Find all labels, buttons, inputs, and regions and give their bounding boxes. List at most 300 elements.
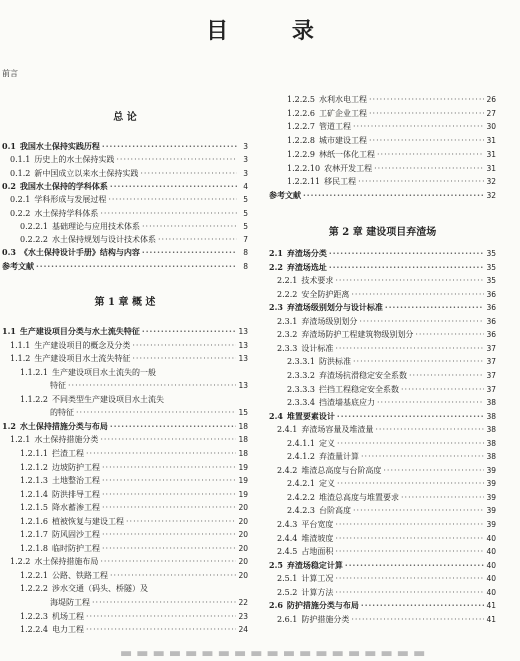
toc-entry-page: 19 (238, 462, 248, 472)
toc-entry-page: 35 (486, 262, 496, 272)
toc-entry-title: 参考文献 (269, 189, 301, 200)
column-divider (262, 95, 263, 650)
toc-entry-title: 弃渣场级别划分与设计标准 (286, 302, 383, 313)
toc-entry[interactable] (2, 180, 248, 191)
toc-leader-dots (142, 222, 237, 231)
toc-leader-dots (110, 422, 237, 431)
toc-entry-number: 1.1.2.1 (20, 367, 48, 377)
toc-leader-dots (102, 463, 236, 472)
toc-entry-title: 管道工程 (319, 122, 351, 132)
toc-entry-page: 31 (486, 149, 496, 159)
toc-entry-title: 基础理论与应用技术体系 (52, 221, 140, 231)
toc-leader-dots (358, 177, 484, 186)
toc-entry-title: 定义 (319, 479, 335, 489)
toc-entry-number: 2.3.3.1 (287, 357, 315, 367)
toc-entry[interactable] (269, 613, 496, 624)
toc-entry-title: 林纸一体化工程 (319, 149, 375, 159)
toc-entry-page: 38 (486, 398, 496, 408)
toc-entry-title: 参考文献 (2, 260, 34, 271)
toc-entry-title: 堆渣坡度 (301, 533, 334, 543)
toc-entry[interactable] (269, 355, 496, 366)
toc-entry[interactable] (2, 515, 248, 526)
toc-entry-page: 40 (486, 560, 496, 570)
toc-entry-number: 1.2 (2, 420, 16, 431)
toc-entry-title: 防洪标准 (319, 357, 351, 367)
toc-entry-page: 22 (238, 598, 248, 607)
toc-leader-dots (377, 398, 484, 407)
toc-leader-dots (36, 262, 237, 271)
toc-entry[interactable] (2, 366, 248, 377)
toc-entry-page: 18 (238, 448, 248, 458)
toc-leader-dots (385, 303, 485, 312)
toc-entry[interactable] (269, 545, 496, 556)
toc-leader-dots (102, 530, 236, 539)
toc-entry-number: 1.2.1.5 (20, 503, 48, 513)
toc-entry[interactable] (2, 352, 248, 363)
toc-leader-dots (359, 317, 484, 326)
toc-entry-page: 15 (238, 408, 248, 418)
toc-entry-page: 7 (243, 235, 248, 245)
toc-entry[interactable] (2, 325, 248, 336)
toc-entry[interactable] (269, 396, 496, 407)
toc-entry[interactable] (2, 501, 248, 512)
toc-entry-page: 27 (486, 108, 496, 118)
toc-entry-number: 1.2.2.6 (287, 108, 315, 118)
toc-entry-page: 40 (486, 574, 496, 584)
toc-entry-title: 水土保持措施分类与布局 (19, 420, 108, 431)
toc-entry[interactable] (2, 246, 248, 257)
toc-entry-page: 18 (238, 435, 248, 445)
toc-entry-number: 1.2.2.8 (287, 136, 315, 146)
toc-entry-number: 2.3.3.4 (287, 398, 315, 408)
toc-entry[interactable] (269, 288, 496, 299)
toc-entry-number: 2.4.2.3 (287, 506, 315, 516)
toc-entry-page: 36 (486, 303, 496, 313)
toc-entry[interactable] (269, 572, 496, 583)
toc-entry-number: 0.1.1 (10, 155, 31, 165)
toc-entry-number: 1.2.2 (10, 557, 31, 567)
toc-entry-page: 31 (486, 136, 496, 146)
toc-entry[interactable] (269, 301, 496, 312)
toc-entry[interactable] (2, 167, 248, 178)
toc-entry[interactable] (2, 140, 248, 151)
toc-entry[interactable] (269, 247, 496, 258)
toc-leader-dots (401, 493, 484, 502)
toc-entry-title: 水利水电工程 (319, 95, 367, 104)
toc-entry[interactable] (269, 423, 496, 434)
toc-entry[interactable] (269, 491, 496, 502)
toc-leader-dots (335, 344, 484, 353)
toc-leader-dots (361, 601, 485, 610)
toc-entry-page: 3 (243, 168, 248, 178)
toc-leader-dots (132, 341, 236, 350)
toc-leader-dots (110, 182, 237, 191)
toc-entry-title: 《水土保持设计手册》结构与内容 (19, 247, 140, 258)
toc-entry-number: 2.6.1 (277, 614, 298, 624)
toc-leader-dots (415, 330, 484, 339)
toc-entry-page: 31 (486, 163, 496, 173)
toc-entry-page: 19 (238, 489, 248, 499)
toc-entry-number: 2.4 (269, 410, 283, 421)
toc-leader-dots (353, 506, 484, 515)
toc-entry-page: 37 (486, 343, 496, 353)
toc-entry-title: 拦渣工程 (52, 448, 84, 458)
toc-leader-dots (86, 625, 236, 634)
preface-entry[interactable]: 前言 (2, 69, 18, 78)
toc-entry-page: 35 (486, 276, 496, 286)
toc-entry-page: 32 (486, 177, 496, 187)
toc-entry-number: 2.4.2.2 (287, 492, 315, 502)
toc-entry-number: 1.2.2.1 (20, 570, 48, 580)
toc-entry[interactable] (269, 599, 496, 610)
toc-entry[interactable] (2, 461, 248, 472)
toc-entry-title: 计算工况 (301, 574, 334, 584)
toc-leader-dots (377, 150, 484, 159)
toc-entry-page: 13 (238, 354, 248, 364)
toc-entry[interactable] (269, 410, 496, 421)
toc-entry[interactable] (269, 518, 496, 529)
toc-entry-number: 1.2.1.1 (20, 448, 48, 458)
toc-entry-title: 农林开发工程 (324, 163, 373, 173)
toc-entry-page: 41 (486, 601, 496, 611)
toc-entry-page: 5 (243, 195, 248, 205)
toc-entry-page: 39 (486, 520, 496, 529)
toc-entry-title: 降水蓄渗工程 (52, 503, 100, 513)
toc-entry-title: 边坡防护工程 (52, 462, 100, 472)
toc-entry[interactable] (2, 623, 248, 634)
toc-entry-page: 35 (486, 249, 496, 258)
toc-entry-title: 技术要求 (301, 276, 334, 286)
toc-entry-title: 平台宽度 (301, 520, 334, 529)
toc-entry[interactable] (2, 555, 248, 566)
toc-entry[interactable] (2, 582, 248, 593)
toc-entry[interactable] (2, 420, 248, 431)
toc-entry[interactable] (2, 528, 248, 539)
toc-entry-number: 1.2.2.2 (20, 584, 48, 594)
toc-entry-page: 19 (238, 476, 248, 486)
toc-entry-title: 公路、铁路工程 (52, 570, 108, 580)
toc-entry-title: 计算方法 (301, 587, 334, 597)
toc-entry-page: 13 (238, 340, 248, 350)
toc-leader-dots (158, 235, 237, 244)
toc-leader-dots (361, 452, 484, 461)
toc-leader-dots (92, 598, 236, 607)
toc-entry-title: 植被恢复与建设工程 (52, 516, 124, 526)
toc-entry-page: 36 (486, 289, 496, 299)
toc-entry[interactable] (2, 207, 248, 218)
toc-leader-dots (86, 612, 236, 621)
toc-entry[interactable] (269, 162, 496, 173)
toc-leader-dots (335, 520, 484, 529)
toc-entry-title: 生产建设项目的概念及分类 (34, 340, 131, 350)
toc-entry[interactable] (2, 339, 248, 350)
toc-entry[interactable] (269, 464, 496, 475)
toc-entry-title: 防护措施分类 (301, 614, 350, 624)
toc-leader-dots (102, 142, 237, 151)
toc-entry-title: 生产建设项目水土流失的一般 (52, 367, 156, 377)
toc-entry-number: 0.3 (2, 247, 16, 258)
toc-entry-page: 40 (486, 587, 496, 597)
toc-entry-title: 城市建设工程 (319, 136, 367, 146)
toc-leader-dots (140, 169, 237, 178)
toc-entry-number: 1.2.1.3 (20, 476, 48, 486)
toc-leader-dots (353, 357, 484, 366)
toc-entry-page: 38 (486, 411, 496, 421)
toc-entry-title: 弃渣场选址 (286, 261, 327, 272)
toc-entry-page: 38 (486, 438, 496, 448)
toc-entry-title: 水土保持措施布局 (34, 557, 99, 567)
toc-leader-dots (337, 412, 485, 421)
toc-entry[interactable] (2, 220, 248, 231)
toc-entry-number: 2.3.3 (277, 343, 298, 353)
toc-entry-title: 防洪排导工程 (52, 489, 100, 499)
toc-entry[interactable] (269, 504, 496, 515)
toc-entry[interactable] (2, 379, 248, 390)
toc-entry[interactable] (2, 233, 248, 244)
toc-entry-number: 2.3.1 (277, 316, 298, 326)
toc-entry[interactable] (269, 175, 496, 186)
toc-entry-page: 26 (486, 95, 496, 104)
toc-entry-page: 40 (486, 533, 496, 543)
toc-leader-dots (110, 571, 236, 580)
toc-leader-dots (102, 503, 236, 512)
toc-entry-title: 的特征 (50, 408, 74, 418)
toc-entry[interactable] (269, 437, 496, 448)
toc-entry[interactable] (269, 120, 496, 131)
toc-entry-page: 20 (238, 503, 248, 513)
toc-entry-page: 41 (486, 614, 496, 624)
toc-entry-title: 机场工程 (52, 611, 84, 621)
toc-leader-dots (102, 490, 236, 499)
toc-entry[interactable] (269, 586, 496, 597)
toc-leader-dots (409, 371, 484, 380)
toc-entry-page: 4 (243, 181, 248, 191)
toc-entry-title: 弃渣场稳定计算 (286, 559, 343, 570)
toc-entry-title: 工矿企业工程 (319, 108, 367, 118)
toc-entry-page: 36 (486, 316, 496, 326)
toc-entry-number: 1.2.1.6 (20, 516, 48, 526)
toc-leader-dots (351, 290, 484, 299)
toc-leader-dots (345, 561, 485, 570)
toc-entry-number: 2.3.3.2 (287, 370, 315, 380)
toc-entry-title: 堆渣总高度与台阶高度 (301, 465, 382, 475)
toc-entry-number: 2.3.2 (277, 330, 298, 340)
toc-entry[interactable] (2, 488, 248, 499)
toc-entry-title: 水土保持措施分类 (34, 435, 99, 445)
toc-entry-number: 1.2.2.10 (287, 163, 321, 173)
toc-leader-dots (335, 534, 484, 543)
toc-entry-title: 挡渣墙基底应力 (319, 398, 375, 408)
chapter-2-heading: 第 2 章 建设项目弃渣场 (328, 227, 437, 238)
toc-entry[interactable] (269, 477, 496, 488)
toc-entry-number: 2.5.2 (277, 587, 298, 597)
toc-leader-dots (335, 276, 484, 285)
toc-entry[interactable] (2, 474, 248, 485)
toc-entry-number: 1.2.2.7 (287, 122, 315, 132)
toc-entry-title: 生产建设项目分类与水土流失特征 (19, 326, 140, 336)
toc-entry-number: 2.5.1 (277, 574, 298, 584)
toc-entry-number: 1.2.1.2 (20, 462, 48, 472)
toc-leader-dots (375, 425, 484, 434)
toc-entry-title: 弃渣场级别划分 (301, 316, 358, 326)
toc-entry[interactable] (269, 148, 496, 159)
toc-entry-number: 2.6 (269, 600, 283, 611)
toc-entry-number: 1.1.2 (10, 354, 31, 364)
toc-entry[interactable] (269, 107, 496, 118)
toc-entry-page: 5 (243, 208, 248, 218)
toc-entry-title: 特征 (50, 381, 66, 391)
toc-entry-number: 0.2 (2, 180, 16, 191)
toc-entry[interactable] (269, 383, 496, 394)
toc-entry-page: 38 (486, 452, 496, 462)
toc-leader-dots (142, 327, 237, 336)
toc-entry[interactable] (269, 532, 496, 543)
toc-entry-number: 2.4.1.1 (287, 438, 315, 448)
toc-entry[interactable] (2, 610, 248, 621)
toc-entry-page: 30 (486, 122, 496, 132)
toc-entry-title: 设计标准 (301, 343, 334, 353)
toc-entry-number: 2.2 (269, 261, 283, 272)
toc-entry-number: 2.5 (269, 559, 283, 570)
toc-entry-title: 弃渣场容量及堆渣量 (301, 425, 374, 435)
toc-entry[interactable] (269, 328, 496, 339)
toc-entry-title: 土地整治工程 (52, 476, 100, 486)
toc-entry-page: 24 (238, 625, 248, 635)
toc-entry[interactable] (269, 261, 496, 272)
toc-entry[interactable] (269, 274, 496, 285)
toc-entry-title: 临时防护工程 (52, 543, 100, 553)
toc-entry-page: 39 (486, 506, 496, 516)
toc-leader-dots (329, 263, 485, 272)
chapter-1-heading: 第 1 章 概 述 (94, 297, 156, 308)
toc-entry-page: 37 (486, 370, 496, 380)
toc-entry-title: 占地面积 (301, 547, 334, 557)
toc-entry[interactable] (269, 559, 496, 570)
toc-entry-number: 1.2.2.4 (20, 625, 48, 635)
toc-entry-page: 13 (238, 327, 248, 336)
toc-entry-title: 涉水交通（码头、桥隧）及 (52, 584, 148, 594)
toc-entry-page: 39 (486, 492, 496, 502)
toc-entry-title: 弃渣场抗滑稳定安全系数 (319, 370, 407, 380)
toc-entry[interactable] (2, 406, 248, 417)
toc-entry-page: 37 (486, 357, 496, 367)
toc-leader-dots (369, 95, 484, 104)
toc-entry[interactable] (2, 596, 248, 607)
toc-leader-dots (335, 588, 484, 597)
toc-entry-number: 2.4.5 (277, 547, 298, 557)
toc-entry-number: 0.2.2 (10, 208, 31, 218)
toc-entry-number: 2.4.2.1 (287, 479, 315, 489)
toc-entry-title: 防护措施分类与布局 (286, 600, 359, 611)
toc-entry-title: 历史上的水土保持实践 (34, 155, 115, 165)
toc-entry-page: 39 (486, 479, 496, 489)
toc-entry[interactable] (2, 447, 248, 458)
toc-entry-title: 安全防护距离 (301, 289, 350, 299)
toc-entry-page: 18 (238, 421, 248, 431)
toc-entry-page: 37 (486, 384, 496, 394)
toc-entry-page: 3 (243, 142, 248, 151)
toc-entry-number: 0.2.1 (10, 195, 31, 205)
toc-entry-number: 1.2.1.8 (20, 543, 48, 553)
toc-entry-number: 2.4.2 (277, 465, 298, 475)
toc-entry-page: 8 (243, 261, 248, 271)
toc-entry-number: 1.1 (2, 326, 16, 336)
toc-leader-dots (401, 385, 484, 394)
toc-entry-page: 20 (238, 530, 248, 540)
toc-entry-title: 生产建设项目水土流失特征 (34, 354, 131, 364)
toc-entry-title: 不同类型生产建设项目水土流失 (52, 394, 164, 404)
toc-leader-dots (132, 354, 236, 363)
toc-leader-dots (100, 557, 236, 566)
toc-leader-dots (369, 136, 484, 145)
toc-entry[interactable] (269, 342, 496, 353)
toc-leader-dots (369, 109, 484, 118)
toc-entry-page: 36 (486, 330, 496, 340)
toc-entry-title: 防风固沙工程 (52, 530, 100, 540)
toc-entry[interactable] (2, 393, 248, 404)
toc-entry[interactable] (2, 433, 248, 444)
toc-entry-page: 20 (238, 543, 248, 553)
toc-entry-number: 0.1 (2, 141, 16, 151)
toc-entry[interactable] (2, 153, 248, 164)
toc-entry-page: 38 (486, 425, 496, 435)
toc-entry[interactable] (269, 189, 496, 200)
toc-leader-dots (383, 466, 484, 475)
toc-leader-dots (335, 574, 484, 583)
toc-entry-page: 8 (243, 248, 248, 258)
toc-entry-title: 学科形成与发展过程 (34, 195, 107, 205)
toc-entry-title: 海堤防工程 (50, 598, 90, 607)
toc-leader-dots (108, 195, 237, 204)
toc-entry-number: 1.2.1 (10, 435, 31, 445)
toc-entry-title: 拦挡工程稳定安全系数 (319, 384, 399, 394)
toc-entry-number: 1.2.2.5 (287, 95, 315, 104)
toc-entry-number: 1.2.2.9 (287, 149, 315, 159)
page-edge-shadow: ▬▬▬▬▬▬▬▬▬▬▬▬▬▬▬▬▬▬▬ (120, 646, 430, 661)
toc-leader-dots (100, 435, 236, 444)
toc-leader-dots (329, 249, 485, 258)
toc-entry[interactable] (2, 193, 248, 204)
toc-entry-title: 堆渣总高度与堆置要求 (319, 492, 399, 502)
toc-entry-number: 1.2.1.4 (20, 489, 48, 499)
toc-entry-page: 5 (243, 221, 248, 231)
toc-entry[interactable] (269, 369, 496, 380)
toc-entry-number: 2.4.1.2 (287, 452, 315, 462)
toc-leader-dots (102, 544, 236, 553)
toc-entry-page: 39 (486, 465, 496, 475)
toc-leader-dots (116, 155, 237, 164)
toc-leader-dots (142, 248, 237, 257)
toc-entry[interactable] (269, 134, 496, 145)
toc-leader-dots (102, 476, 236, 485)
toc-entry-title: 水土保持规划与设计技术体系 (52, 235, 156, 245)
toc-entry[interactable] (2, 260, 248, 271)
toc-entry[interactable] (2, 569, 248, 580)
toc-leader-dots (337, 479, 484, 488)
toc-entry[interactable] (269, 315, 496, 326)
toc-leader-dots (126, 517, 236, 526)
toc-entry-title: 弃渣场防护工程建筑物级别划分 (301, 330, 414, 340)
toc-entry[interactable] (269, 450, 496, 461)
toc-entry[interactable] (2, 542, 248, 553)
toc-leader-dots (351, 615, 484, 624)
toc-entry-number: 0.1.2 (10, 168, 31, 178)
toc-leader-dots (303, 191, 484, 200)
toc-leader-dots (76, 408, 236, 417)
toc-entry-title: 新中国成立以来水土保持实践 (34, 168, 139, 178)
toc-entry[interactable] (269, 93, 496, 104)
toc-entry-title: 我国水土保持实践历程 (19, 141, 100, 151)
